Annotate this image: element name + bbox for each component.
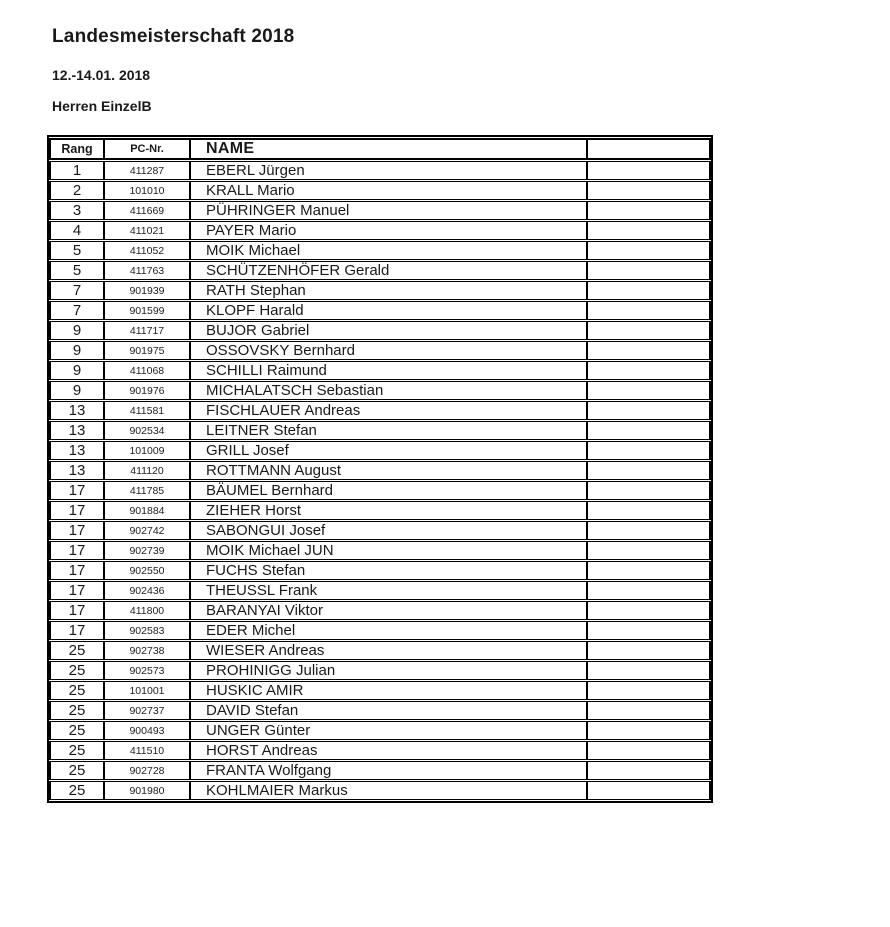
table-row [49, 541, 711, 560]
table-row [49, 201, 711, 220]
pc-nr-cell: 900493 [105, 721, 191, 740]
table-row [49, 741, 711, 760]
table-row [49, 761, 711, 780]
rang-cell: 17 [49, 581, 105, 600]
empty-cell [588, 781, 711, 800]
rang-cell: 17 [49, 561, 105, 580]
empty-cell [588, 741, 711, 760]
rang-cell: 25 [49, 661, 105, 680]
empty-cell [588, 441, 711, 460]
name-cell: RATH Stephan [191, 281, 588, 300]
empty-cell [588, 481, 711, 500]
table-row [49, 561, 711, 580]
name-cell: MOIK Michael JUN [191, 541, 588, 560]
rang-cell: 13 [49, 401, 105, 420]
rang-cell: 9 [49, 381, 105, 400]
name-cell: KOHLMAIER Markus [191, 781, 588, 800]
pc-nr-cell: 902583 [105, 621, 191, 640]
name-cell: THEUSSL Frank [191, 581, 588, 600]
empty-cell [588, 601, 711, 620]
name-cell: GRILL Josef [191, 441, 588, 460]
rang-cell: 17 [49, 541, 105, 560]
rang-cell: 17 [49, 601, 105, 620]
name-cell: FUCHS Stefan [191, 561, 588, 580]
name-cell: PÜHRINGER Manuel [191, 201, 588, 220]
rang-cell: 13 [49, 441, 105, 460]
name-cell: ZIEHER Horst [191, 501, 588, 520]
name-cell: KRALL Mario [191, 181, 588, 200]
pc-nr-cell: 902737 [105, 701, 191, 720]
name-cell: HUSKIC AMIR [191, 681, 588, 700]
pc-nr-cell: 411785 [105, 481, 191, 500]
name-cell: MOIK Michael [191, 241, 588, 260]
table-row [49, 281, 711, 300]
pc-nr-cell: 411717 [105, 321, 191, 340]
name-cell: BARANYAI Viktor [191, 601, 588, 620]
pc-nr-cell: 101010 [105, 181, 191, 200]
name-cell: DAVID Stefan [191, 701, 588, 720]
pc-nr-cell: 411021 [105, 221, 191, 240]
rang-cell: 25 [49, 761, 105, 780]
empty-cell [588, 421, 711, 440]
name-cell: BÄUMEL Bernhard [191, 481, 588, 500]
table-row [49, 781, 711, 800]
pc-nr-cell: 411287 [105, 161, 191, 180]
table-row [49, 641, 711, 660]
column-header-empty [588, 138, 711, 160]
pc-nr-cell: 901884 [105, 501, 191, 520]
empty-cell [588, 561, 711, 580]
pc-nr-cell: 411068 [105, 361, 191, 380]
rang-cell: 9 [49, 321, 105, 340]
pc-nr-cell: 902728 [105, 761, 191, 780]
rang-cell: 2 [49, 181, 105, 200]
empty-cell [588, 461, 711, 480]
table-row [49, 261, 711, 280]
rang-cell: 13 [49, 461, 105, 480]
empty-cell [588, 521, 711, 540]
rang-cell: 7 [49, 281, 105, 300]
table-row [49, 521, 711, 540]
pc-nr-cell: 411510 [105, 741, 191, 760]
rang-cell: 9 [49, 361, 105, 380]
table-row [49, 241, 711, 260]
rang-cell: 17 [49, 481, 105, 500]
name-cell: MICHALATSCH Sebastian [191, 381, 588, 400]
rang-cell: 25 [49, 681, 105, 700]
rang-cell: 4 [49, 221, 105, 240]
empty-cell [588, 181, 711, 200]
empty-cell [588, 281, 711, 300]
empty-cell [588, 721, 711, 740]
table-row [49, 721, 711, 740]
table-row [49, 441, 711, 460]
name-cell: EBERL Jürgen [191, 161, 588, 180]
table-row [49, 161, 711, 180]
rang-cell: 17 [49, 621, 105, 640]
table-row [49, 401, 711, 420]
rang-cell: 25 [49, 741, 105, 760]
empty-cell [588, 581, 711, 600]
table-row [49, 481, 711, 500]
empty-cell [588, 621, 711, 640]
rang-cell: 1 [49, 161, 105, 180]
rang-cell: 17 [49, 501, 105, 520]
name-cell: PAYER Mario [191, 221, 588, 240]
header-row [49, 138, 711, 160]
rang-cell: 9 [49, 341, 105, 360]
name-cell: FRANTA Wolfgang [191, 761, 588, 780]
table-row [49, 361, 711, 380]
table-row [49, 621, 711, 640]
pc-nr-cell: 411763 [105, 261, 191, 280]
page-title: Landesmeisterschaft 2018 [52, 26, 295, 47]
table-row [49, 321, 711, 340]
empty-cell [588, 401, 711, 420]
column-header-rang: Rang [49, 138, 105, 160]
rang-cell: 17 [49, 521, 105, 540]
name-cell: WIESER Andreas [191, 641, 588, 660]
name-cell: FISCHLAUER Andreas [191, 401, 588, 420]
name-cell: BUJOR Gabriel [191, 321, 588, 340]
table-row [49, 661, 711, 680]
name-cell: KLOPF Harald [191, 301, 588, 320]
results-table-header [49, 138, 711, 160]
empty-cell [588, 681, 711, 700]
name-cell: EDER Michel [191, 621, 588, 640]
table-row [49, 461, 711, 480]
rang-cell: 25 [49, 641, 105, 660]
table-row [49, 181, 711, 200]
rang-cell: 25 [49, 721, 105, 740]
pc-nr-cell: 101001 [105, 681, 191, 700]
empty-cell [588, 261, 711, 280]
results-table-body [49, 161, 711, 800]
name-cell: HORST Andreas [191, 741, 588, 760]
rang-cell: 13 [49, 421, 105, 440]
empty-cell [588, 641, 711, 660]
pc-nr-cell: 901599 [105, 301, 191, 320]
name-cell: SABONGUI Josef [191, 521, 588, 540]
table-row [49, 301, 711, 320]
rang-cell: 25 [49, 781, 105, 800]
pc-nr-cell: 101009 [105, 441, 191, 460]
event-category: Herren EinzelB [52, 98, 152, 114]
pc-nr-cell: 411669 [105, 201, 191, 220]
pc-nr-cell: 411800 [105, 601, 191, 620]
name-cell: SCHILLI Raimund [191, 361, 588, 380]
empty-cell [588, 761, 711, 780]
table-row [49, 221, 711, 240]
rang-cell: 3 [49, 201, 105, 220]
empty-cell [588, 361, 711, 380]
table-row [49, 501, 711, 520]
empty-cell [588, 321, 711, 340]
rang-cell: 5 [49, 241, 105, 260]
table-row [49, 681, 711, 700]
table-row [49, 581, 711, 600]
results-table [47, 135, 713, 803]
pc-nr-cell: 902573 [105, 661, 191, 680]
pc-nr-cell: 901975 [105, 341, 191, 360]
column-header-pc-nr: PC-Nr. [105, 138, 191, 160]
pc-nr-cell: 902534 [105, 421, 191, 440]
pc-nr-cell: 901976 [105, 381, 191, 400]
table-row [49, 701, 711, 720]
rang-cell: 25 [49, 701, 105, 720]
empty-cell [588, 301, 711, 320]
empty-cell [588, 661, 711, 680]
pc-nr-cell: 411120 [105, 461, 191, 480]
empty-cell [588, 701, 711, 720]
pc-nr-cell: 902436 [105, 581, 191, 600]
name-cell: OSSOVSKY Bernhard [191, 341, 588, 360]
empty-cell [588, 201, 711, 220]
name-cell: SCHÜTZENHÖFER Gerald [191, 261, 588, 280]
pc-nr-cell: 902550 [105, 561, 191, 580]
event-date: 12.-14.01. 2018 [52, 67, 151, 83]
empty-cell [588, 241, 711, 260]
name-cell: UNGER Günter [191, 721, 588, 740]
pc-nr-cell: 411052 [105, 241, 191, 260]
empty-cell [588, 501, 711, 520]
table-row [49, 341, 711, 360]
empty-cell [588, 541, 711, 560]
name-cell: ROTTMANN August [191, 461, 588, 480]
pc-nr-cell: 411581 [105, 401, 191, 420]
pc-nr-cell: 902738 [105, 641, 191, 660]
name-cell: PROHINIGG Julian [191, 661, 588, 680]
pc-nr-cell: 902739 [105, 541, 191, 560]
empty-cell [588, 341, 711, 360]
table-row [49, 381, 711, 400]
empty-cell [588, 161, 711, 180]
empty-cell [588, 381, 711, 400]
table-row [49, 421, 711, 440]
column-header-name: NAME [191, 138, 588, 160]
table-row [49, 601, 711, 620]
pc-nr-cell: 901980 [105, 781, 191, 800]
rang-cell: 5 [49, 261, 105, 280]
rang-cell: 7 [49, 301, 105, 320]
empty-cell [588, 221, 711, 240]
name-cell: LEITNER Stefan [191, 421, 588, 440]
pc-nr-cell: 901939 [105, 281, 191, 300]
pc-nr-cell: 902742 [105, 521, 191, 540]
